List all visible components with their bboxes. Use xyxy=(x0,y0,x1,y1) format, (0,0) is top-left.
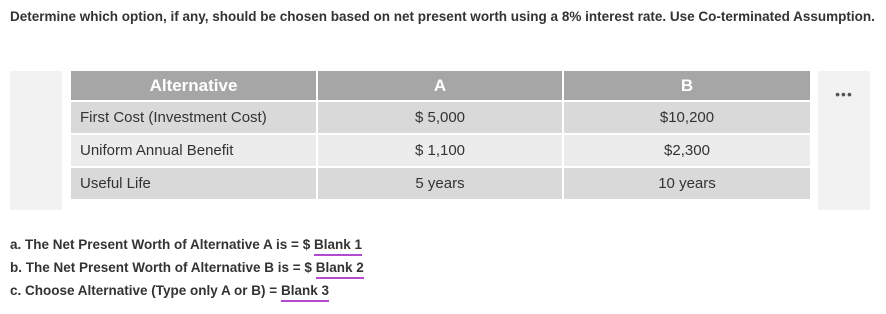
blank-3-input[interactable]: Blank 3 xyxy=(281,282,329,302)
row-label: Uniform Annual Benefit xyxy=(71,134,317,167)
value-b: 10 years xyxy=(563,167,810,200)
answer-prompt: b. The Net Present Worth of Alternative B is = $ xyxy=(10,260,312,275)
header-b: B xyxy=(563,71,810,101)
value-a: $ 1,100 xyxy=(317,134,563,167)
value-a: 5 years xyxy=(317,167,563,200)
answer-line-c xyxy=(10,279,364,302)
blank-2-input[interactable]: Blank 2 xyxy=(316,259,364,279)
row-label: First Cost (Investment Cost) xyxy=(71,101,317,134)
answer-line-b xyxy=(10,256,364,279)
more-options-icon[interactable]: ••• xyxy=(835,86,853,102)
answer-section xyxy=(10,233,364,302)
table-header-row xyxy=(71,71,810,101)
table-right-panel xyxy=(818,71,870,210)
blank-1-input[interactable]: Blank 1 xyxy=(314,236,362,256)
row-label: Useful Life xyxy=(71,167,317,200)
header-alternative: Alternative xyxy=(71,71,317,101)
table-left-panel xyxy=(10,71,62,210)
answer-prompt: a. The Net Present Worth of Alternative A is = $ xyxy=(10,237,311,252)
table-row xyxy=(71,167,810,200)
answer-prompt: c. Choose Alternative (Type only A or B) = xyxy=(10,283,278,298)
value-a: $ 5,000 xyxy=(317,101,563,134)
table-row xyxy=(71,101,810,134)
alternatives-table xyxy=(71,71,810,201)
question-text: Determine which option, if any, should be chosen based on net present worth using a 8% interest rate. Use Co-terminated Assumption. xyxy=(10,9,875,24)
header-a: A xyxy=(317,71,563,101)
value-b: $10,200 xyxy=(563,101,810,134)
answer-line-a xyxy=(10,233,364,256)
table-row xyxy=(71,134,810,167)
value-b: $2,300 xyxy=(563,134,810,167)
